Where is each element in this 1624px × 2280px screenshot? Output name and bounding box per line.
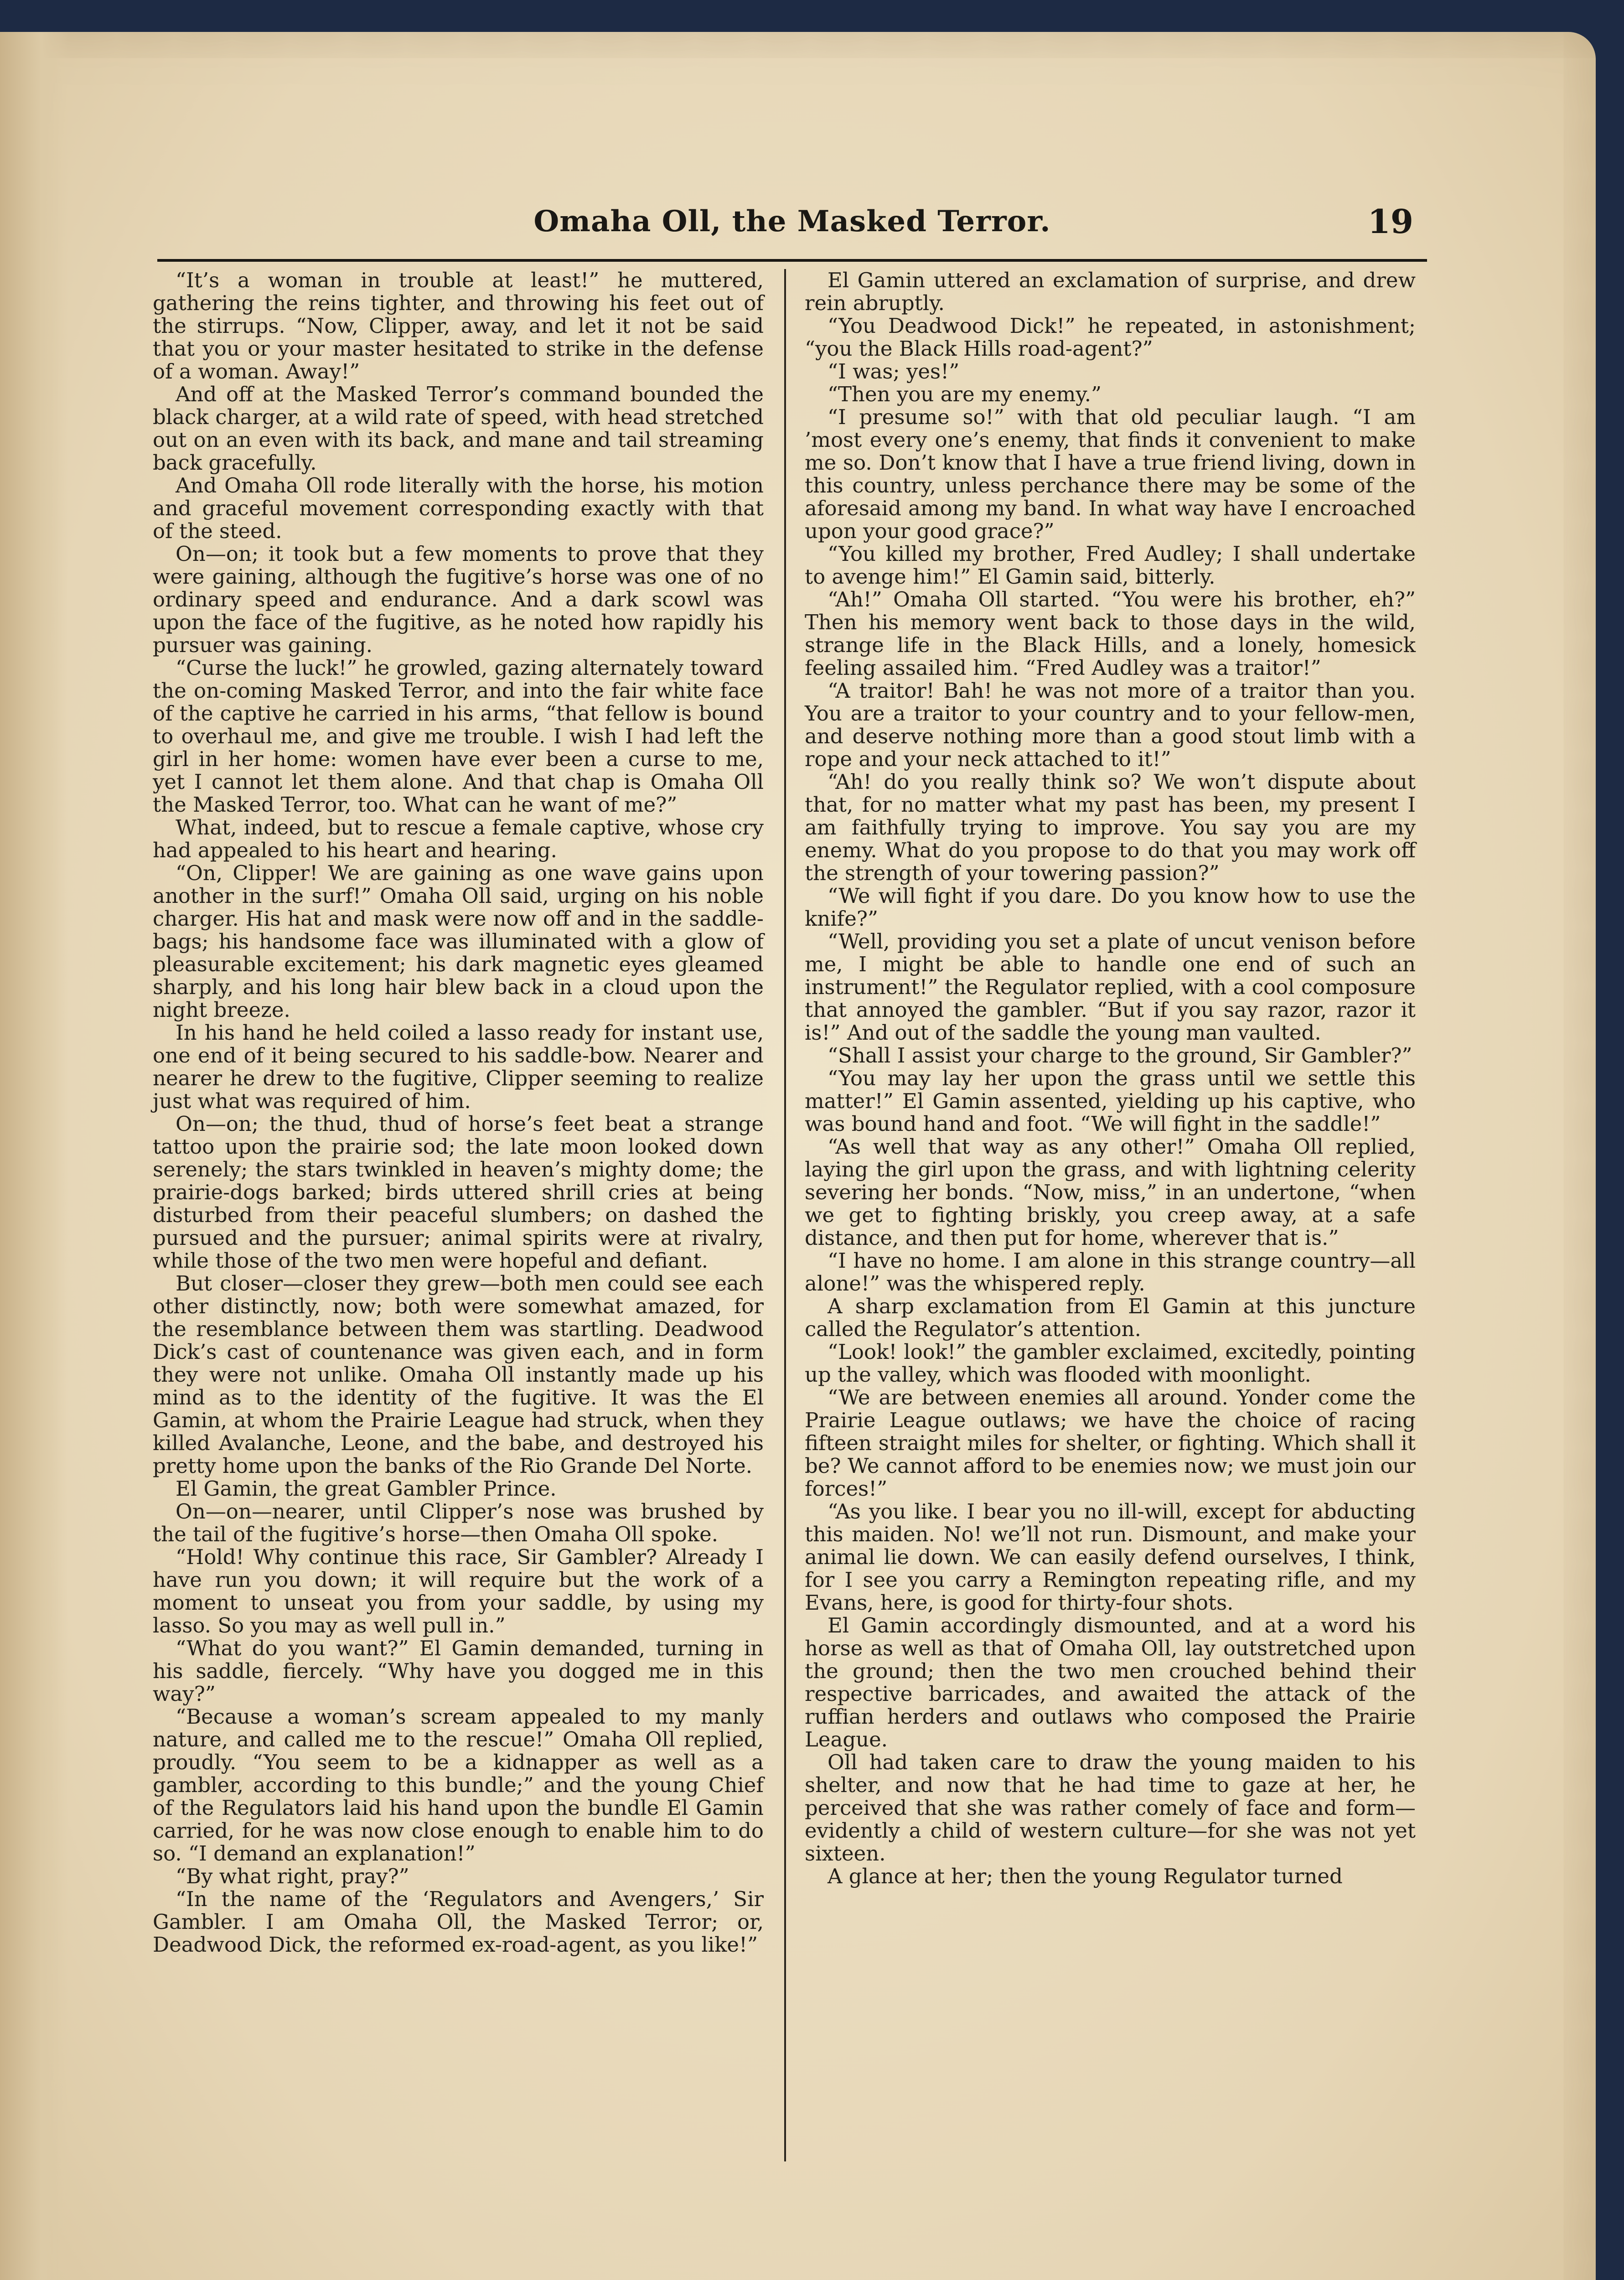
paragraph: “I have no home. I am alone in this strange country—all alone!” was the whispered reply. — [805, 1249, 1416, 1295]
paragraph: “You may lay her upon the grass until we settle this matter!” El Gamin assented, yielding up his captive, who was bound hand and foot. “We will fight in the saddle!” — [805, 1066, 1416, 1136]
paragraph: “On, Clipper! We are gaining as one wave gains upon another in the surf!” Omaha Oll said, urging on his noble charger. His hat and mask were now off and in the saddle-bags; his handsome face was illuminated with a glow of pleasurable excitement; his dark magnetic eyes gleamed sharply, and his long hair blew back in a cloud upon the night breeze. — [153, 861, 764, 1022]
paragraph: “I presume so!” with that old peculiar laugh. “I am ’most every one’s enemy, that finds it convenient to make me so. Don’t know that I have a true friend living, down in this country, unless perchance there may be some of the aforesaid among my band. In what way have I encroached upon your good grace?” — [805, 405, 1416, 543]
book-page — [0, 32, 1596, 2280]
paragraph: El Gamin accordingly dismounted, and at a word his horse as well as that of Omaha Oll, lay outstretched upon the ground; then the two men crouched behind their respective barricades, and awaited the attack of the ruffian herders and outlaws who composed the Prairie League. — [805, 1613, 1416, 1751]
paragraph: “As well that way as any other!” Omaha Oll replied, laying the girl upon the grass, and with lightning celerity severing her bonds. “Now, miss,” in an undertone, “when we get to fighting briskly, you creep away, at a safe distance, and then put for home, wherever that is.” — [805, 1135, 1416, 1250]
paragraph: “You Deadwood Dick!” he repeated, in astonishment; “you the Black Hills road-agent?” — [805, 314, 1416, 361]
running-title: Omaha Oll, the Masked Terror. — [533, 204, 1051, 238]
paragraph: “I was; yes!” — [828, 359, 960, 383]
paragraph: “Ah!” Omaha Oll started. “You were his brother, eh?” Then his memory went back to those days in the wild, strange life in the Black Hills, and a lonely, homesick feeling assailed him. “Fred Audley was a traitor!” — [805, 587, 1416, 680]
paragraph: What, indeed, but to rescue a female captive, whose cry had appealed to his heart and hearing. — [153, 815, 764, 862]
paragraph: “Because a woman’s scream appealed to my manly nature, and called me to the rescue!” Omaha Oll replied, proudly. “You seem to be a kidnapper as well as a gambler, according to this bundle;” and the young Chief of the Regulators laid his hand upon the bundle El Gamin carried, for he was now close enough to enable him to do so. “I demand an explanation!” — [153, 1705, 764, 1865]
paragraph: El Gamin uttered an exclamation of surprise, and drew rein abruptly. — [805, 268, 1416, 315]
paragraph: “What do you want?” El Gamin demanded, turning in his saddle, fiercely. “Why have you dogged me in this way?” — [153, 1636, 764, 1706]
paragraph: “We will fight if you dare. Do you know how to use the knife?” — [805, 884, 1416, 931]
paragraph: “Look! look!” the gambler exclaimed, excitedly, pointing up the valley, which was flooded with moonlight. — [805, 1340, 1416, 1387]
paragraph: “You killed my brother, Fred Audley; I shall undertake to avenge him!” El Gamin said, bitterly. — [805, 542, 1416, 589]
paragraph: “Curse the luck!” he growled, gazing alternately toward the on-coming Masked Terror, and into the fair white face of the captive he carried in his arms, “that fellow is bound to overhaul me, and give me trouble. I wish I had left the girl in her home: women have ever been a curse to me, yet I cannot let them alone. And that chap is Omaha Oll the Masked Terror, too. What can he want of me?” — [153, 656, 764, 817]
paragraph: A glance at her; then the young Regulator turned — [828, 1864, 1343, 1888]
paragraph: But closer—closer they grew—both men could see each other distinctly, now; both were somewhat amazed, for the resemblance between them was startling. Deadwood Dick’s cast of countenance was given each, and in form they were not unlike. Omaha Oll instantly made up his mind as to the identity of the fugitive. It was the El Gamin, at whom the Prairie League had struck, when they killed Avalanche, Leone, and the babe, and destroyed his pretty home upon the banks of the Rio Grande Del Norte. — [153, 1271, 764, 1478]
paragraph: Oll had taken care to draw the young maiden to his shelter, and now that he had time to gaze at her, he perceived that she was rather comely of face and form—evidently a child of western culture—for she was not yet sixteen. — [805, 1750, 1416, 1865]
paragraph: “As you like. I bear you no ill-will, except for abducting this maiden. No! we’ll not run. Dismount, and make your animal lie down. We can easily defend ourselves, I think, for I see you carry a Remington repeating rifle, and my Evans, here, is good for thirty-four shots. — [805, 1499, 1416, 1615]
paragraph: “A traitor! Bah! he was not more of a traitor than you. You are a traitor to your country and to your fellow-men, and deserve nothing more than a good stout limb with a rope and your neck attached to it!” — [805, 679, 1416, 771]
paragraph: A sharp exclamation from El Gamin at this juncture called the Regulator’s attention. — [805, 1294, 1416, 1341]
paragraph: “Hold! Why continue this race, Sir Gambler? Already I have run you down; it will require but the work of a moment to unseat you from your saddle, by using my lasso. So you may as well pull in.” — [153, 1545, 764, 1637]
right-text-column — [805, 269, 1416, 1888]
paragraph: “Well, providing you set a plate of uncut venison before me, I might be able to handle one end of such an instrument!” the Regulator replied, with a cool composure that annoyed the gambler. “But if you say razor, razor it is!” And out of the saddle the young man vaulted. — [805, 929, 1416, 1045]
paragraph: And off at the Masked Terror’s command bounded the black charger, at a wild rate of speed, with head stretched out on an even with its back, and mane and tail streaming back gracefully. — [153, 382, 764, 475]
left-text-column — [153, 269, 764, 1956]
page-spine-shadow — [0, 32, 68, 2280]
paragraph: On—on; it took but a few moments to prove that they were gaining, although the fugitive’s horse was one of no ordinary speed and endurance. And a dark scowl was upon the face of the fugitive, as he noted how rapidly his pursuer was gaining. — [153, 542, 764, 657]
page-number: 19 — [1367, 202, 1413, 241]
paragraph: And Omaha Oll rode literally with the horse, his motion and graceful movement corresponding exactly with that of the steed. — [153, 473, 764, 543]
paragraph: “In the name of the ‘Regulators and Avengers,’ Sir Gambler. I am Omaha Oll, the Masked Terror; or, Deadwood Dick, the reformed ex-road-agent, as you like!” — [153, 1887, 764, 1957]
paragraph: On—on; the thud, thud of horse’s feet beat a strange tattoo upon the prairie sod; the late moon looked down serenely; the stars twinkled in heaven’s mighty dome; the prairie-dogs barked; birds uttered shrill cries at being disturbed from their peaceful slumbers; on dashed the pursued and the pursuer; animal spirits were at rivalry, while those of the two men were hopeful and defiant. — [153, 1112, 764, 1273]
paragraph: In his hand he held coiled a lasso ready for instant use, one end of it being secured to his saddle-bow. Nearer and nearer he drew to the fugitive, Clipper seeming to realize just what was required of him. — [153, 1021, 764, 1113]
paragraph: El Gamin, the great Gambler Prince. — [176, 1477, 557, 1501]
paragraph: “Ah! do you really think so? We won’t dispute about that, for no matter what my past has been, my present I am faithfully trying to improve. You say you are my enemy. What do you propose to do that you may work off the strength of your towering passion?” — [805, 770, 1416, 885]
paragraph: “Shall I assist your charge to the ground, Sir Gambler?” — [828, 1043, 1412, 1067]
paragraph: On—on—nearer, until Clipper’s nose was brushed by the tail of the fugitive’s horse—then Omaha Oll spoke. — [153, 1499, 764, 1546]
paragraph: “It’s a woman in trouble at least!” he muttered, gathering the reins tighter, and throwing his feet out of the stirrups. “Now, Clipper, away, and let it not be said that you or your master hesitated to strike in the defense of a woman. Away!” — [153, 268, 764, 383]
page-header — [157, 177, 1427, 262]
paragraph: “By what right, pray?” — [176, 1864, 409, 1888]
column-divider — [784, 269, 786, 2161]
paragraph: “We are between enemies all around. Yonder come the Prairie League outlaws; we have the choice of racing fifteen straight miles for shelter, or fighting. Which shall it be? We cannot afford to be enemies now; we must join our forces!” — [805, 1385, 1416, 1501]
paragraph: “Then you are my enemy.” — [828, 382, 1102, 406]
